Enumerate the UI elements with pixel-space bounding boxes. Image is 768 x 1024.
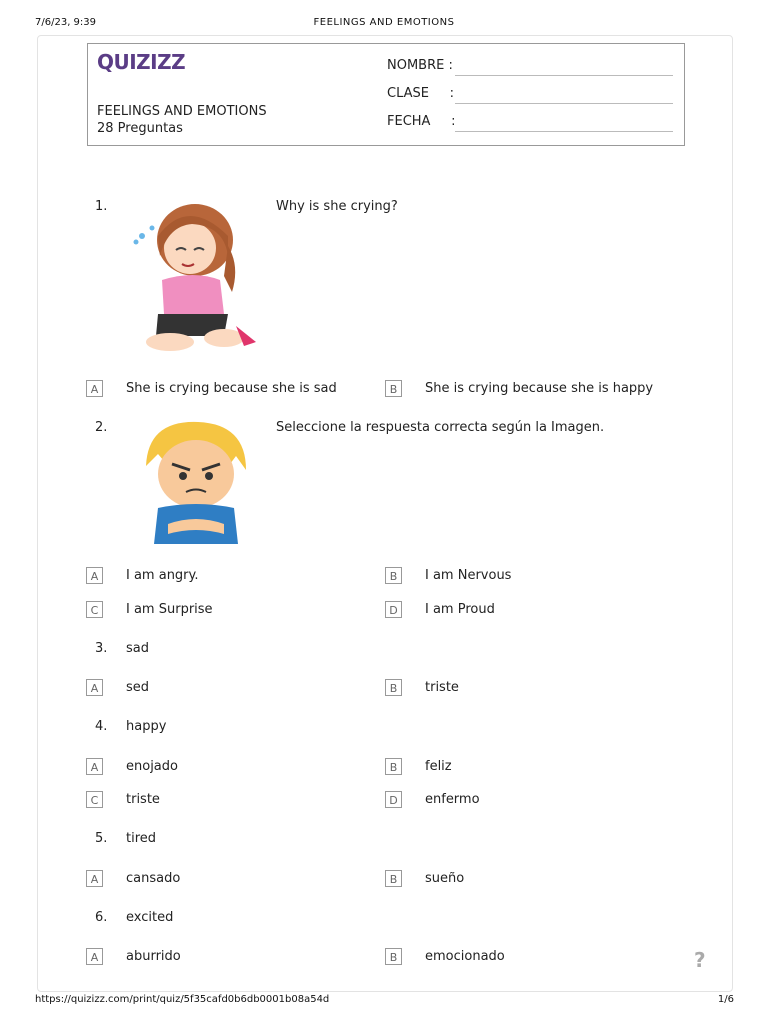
option-text: I am Nervous: [425, 568, 512, 583]
option-box[interactable]: B: [385, 948, 402, 965]
question-number: 3.: [95, 641, 108, 656]
option-box[interactable]: A: [86, 870, 103, 887]
question-number: 4.: [95, 719, 108, 734]
option-box[interactable]: A: [86, 758, 103, 775]
question-text: sad: [126, 641, 149, 656]
page-number: 1/6: [717, 994, 734, 1005]
option-box[interactable]: A: [86, 679, 103, 696]
angry-boy-image: [128, 416, 264, 546]
question-number: 1.: [95, 199, 108, 214]
option-box[interactable]: B: [385, 380, 402, 397]
option-box[interactable]: A: [86, 380, 103, 397]
option-text: I am Surprise: [126, 602, 213, 617]
option-box[interactable]: B: [385, 567, 402, 584]
question-text: Seleccione la respuesta correcta según la Imagen.: [276, 420, 605, 435]
option-box[interactable]: C: [86, 791, 103, 808]
option-text: cansado: [126, 871, 181, 886]
crying-girl-image: [128, 196, 262, 354]
option-box[interactable]: B: [385, 758, 402, 775]
option-box[interactable]: A: [86, 948, 103, 965]
option-text: aburrido: [126, 949, 181, 964]
question-text: Why is she crying?: [276, 199, 398, 214]
option-text: enojado: [126, 759, 178, 774]
option-text: I am angry.: [126, 568, 199, 583]
option-box[interactable]: D: [385, 791, 402, 808]
name-field: [387, 58, 453, 73]
class-label: CLASE :: [387, 86, 455, 101]
option-text: feliz: [425, 759, 452, 774]
option-box[interactable]: C: [86, 601, 103, 618]
quiz-title: FEELINGS AND EMOTIONS: [97, 104, 267, 119]
option-text: triste: [126, 792, 160, 807]
option-box[interactable]: B: [385, 679, 402, 696]
name-line[interactable]: [455, 75, 673, 76]
option-text: emocionado: [425, 949, 505, 964]
question-number: 6.: [95, 910, 108, 925]
option-text: She is crying because she is sad: [126, 381, 337, 396]
question-text: tired: [126, 831, 157, 846]
question-mark-icon[interactable]: ?: [694, 948, 706, 972]
option-box[interactable]: D: [385, 601, 402, 618]
question-text: excited: [126, 910, 174, 925]
question-number: 5.: [95, 831, 108, 846]
option-text: She is crying because she is happy: [425, 381, 654, 396]
option-box[interactable]: A: [86, 567, 103, 584]
print-date: 7/6/23, 9:39: [35, 17, 97, 28]
option-text: I am Proud: [425, 602, 495, 617]
date-label: FECHA :: [387, 114, 456, 129]
name-label: NOMBRE :: [387, 58, 453, 73]
quizizz-logo: QUIZIZZ: [97, 50, 186, 74]
question-count: 28 Preguntas: [97, 121, 183, 136]
question-number: 2.: [95, 420, 108, 435]
date-field: [387, 114, 455, 129]
option-box[interactable]: B: [385, 870, 402, 887]
question-text: happy: [126, 719, 167, 734]
quiz-header-box: [87, 43, 685, 146]
print-title: FEELINGS AND EMOTIONS: [313, 17, 455, 28]
option-text: sed: [126, 680, 150, 695]
option-text: sueño: [425, 871, 465, 886]
option-text: triste: [425, 680, 459, 695]
print-url: https://quizizz.com/print/quiz/5f35cafd0b6db0001b08a54d: [35, 994, 330, 1005]
class-line[interactable]: [455, 103, 673, 104]
date-line[interactable]: [455, 131, 673, 132]
class-field: [387, 86, 454, 101]
option-text: enfermo: [425, 792, 480, 807]
